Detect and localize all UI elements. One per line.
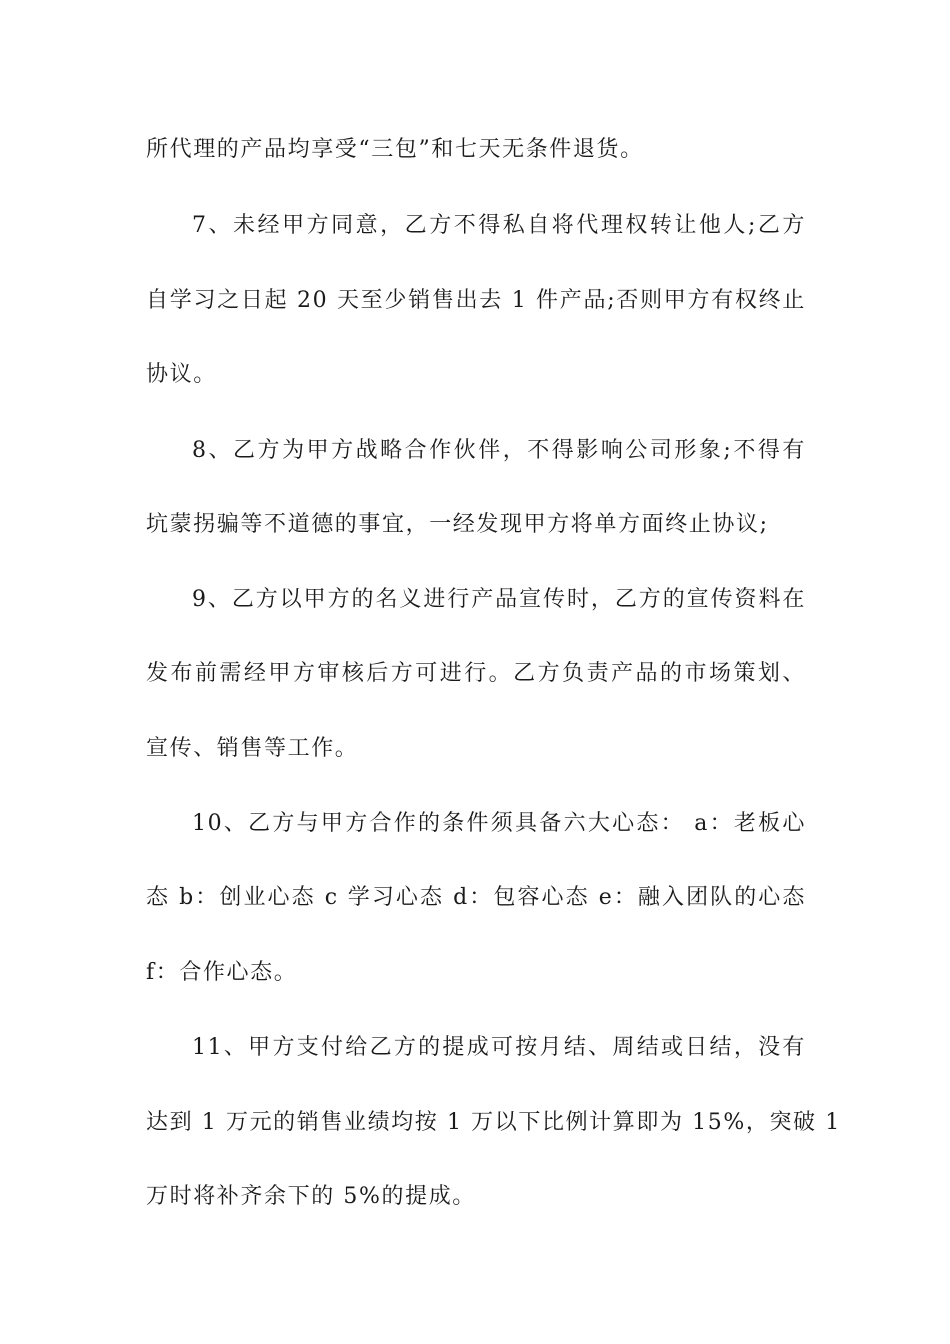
clause-10-line-2: 态 b：创业心态 c 学习心态 d：包容心态 e：融入团队的心态	[146, 885, 806, 910]
clause-8-line-2: 坑蒙拐骗等不道德的事宜，一经发现甲方将单方面终止协议;	[146, 512, 769, 537]
text-line-1: 所代理的产品均享受“三包”和七天无条件退货。	[146, 137, 644, 162]
clause-9-line-2: 发布前需经甲方审核后方可进行。乙方负责产品的市场策划、	[146, 661, 806, 686]
clause-7-line-2: 自学习之日起 20 天至少销售出去 1 件产品;否则甲方有权终止	[146, 288, 806, 313]
clause-11-line-3: 万时将补齐余下的 5%的提成。	[146, 1184, 476, 1209]
clause-11-line-2: 达到 1 万元的销售业绩均按 1 万以下比例计算即为 15%，突破 1	[146, 1110, 841, 1135]
clause-10-line-3: f：合作心态。	[146, 960, 298, 985]
clause-10-line-1: 10、乙方与甲方合作的条件须具备六大心态： a：老板心	[192, 811, 806, 836]
clause-9-line-3: 宣传、销售等工作。	[146, 736, 359, 761]
clause-7-line-1: 7、未经甲方同意，乙方不得私自将代理权转让他人;乙方	[192, 213, 806, 238]
clause-7-line-3: 协议。	[146, 362, 217, 387]
clause-9-line-1: 9、乙方以甲方的名义进行产品宣传时，乙方的宣传资料在	[192, 587, 806, 612]
clause-8-line-1: 8、乙方为甲方战略合作伙伴，不得影响公司形象;不得有	[192, 438, 806, 463]
clause-11-line-1: 11、甲方支付给乙方的提成可按月结、周结或日结，没有	[192, 1035, 806, 1060]
